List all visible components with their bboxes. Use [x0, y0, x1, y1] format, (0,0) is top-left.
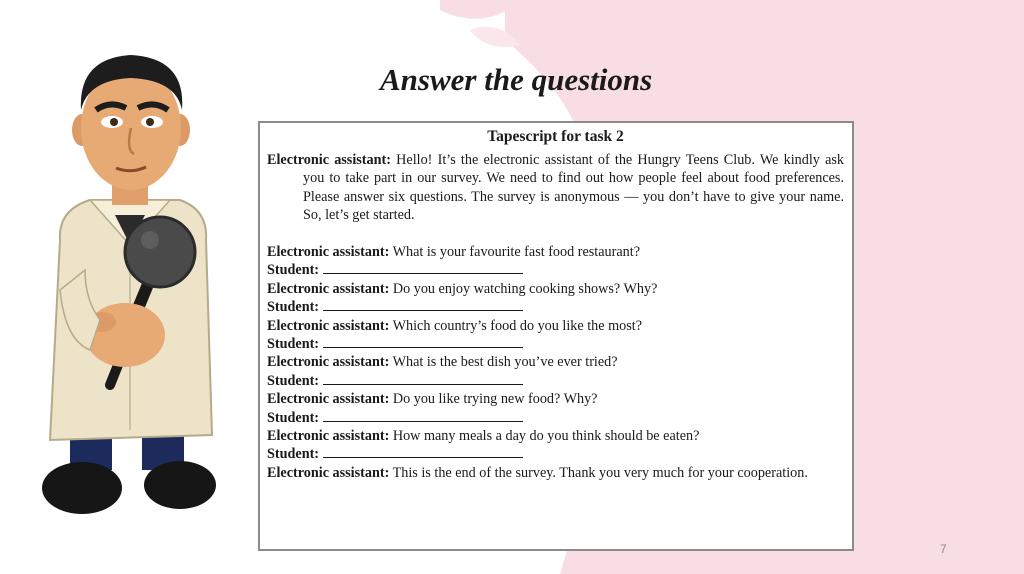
student-label: Student: [267, 299, 320, 316]
student-label: Student: [267, 409, 320, 426]
answer-blank [323, 409, 523, 422]
question-line [267, 243, 844, 261]
speaker-label: Electronic assistant: [267, 391, 390, 408]
intro-line [267, 151, 844, 225]
question-line [267, 390, 844, 408]
question-line [267, 353, 844, 371]
answer-blank [323, 372, 523, 385]
outro-text: This is the end of the survey. Thank you very much for your cooperation. [392, 464, 808, 481]
student-answer-line [267, 335, 844, 353]
speaker-label: Electronic assistant: [267, 428, 390, 445]
speaker-label: Electronic assistant: [267, 244, 390, 261]
spacer [267, 225, 844, 243]
student-answer-line [267, 372, 844, 390]
student-label: Student: [267, 372, 320, 389]
question-text: Do you like trying new food? Why? [392, 391, 598, 408]
question-text: What is your favourite fast food restaurant? [392, 244, 640, 261]
student-answer-line [267, 445, 844, 463]
tapescript-box [258, 121, 854, 551]
answer-blank [323, 298, 523, 311]
question-text: How many meals a day do you think should be eaten? [392, 428, 700, 445]
student-label: Student: [267, 446, 320, 463]
speaker-label: Electronic assistant: [267, 152, 391, 168]
page-number: 7 [940, 542, 947, 556]
student-label: Student: [267, 262, 320, 279]
question-line [267, 280, 844, 298]
question-line [267, 427, 844, 445]
student-answer-line [267, 298, 844, 316]
question-text: Do you enjoy watching cooking shows? Why? [392, 280, 658, 297]
speaker-label: Electronic assistant: [267, 464, 390, 481]
student-answer-line [267, 409, 844, 427]
speaker-label: Electronic assistant: [267, 317, 390, 334]
speaker-label: Electronic assistant: [267, 280, 390, 297]
student-label: Student: [267, 336, 320, 353]
answer-blank [323, 335, 523, 348]
answer-blank [323, 445, 523, 458]
answer-blank [323, 261, 523, 274]
speaker-label: Electronic assistant: [267, 354, 390, 371]
tapescript-title: Tapescript for task 2 [487, 128, 624, 145]
intro-text: Hello! It’s the electronic assistant of the Hungry Teens Club. We kindly ask you to take part in our survey. We need to find out how people feel about food preferences. Please answer six questions. The survey is anonymous — you don’t have to give your name. So, let’s get started. [303, 152, 845, 224]
outro-line [267, 464, 844, 482]
student-answer-line [267, 261, 844, 279]
question-line [267, 317, 844, 335]
reporter-with-microphone-icon [30, 40, 240, 530]
slide-title: Answer the questions [380, 62, 653, 97]
question-text: What is the best dish you’ve ever tried? [392, 354, 618, 371]
question-text: Which country’s food do you like the most? [392, 317, 643, 334]
